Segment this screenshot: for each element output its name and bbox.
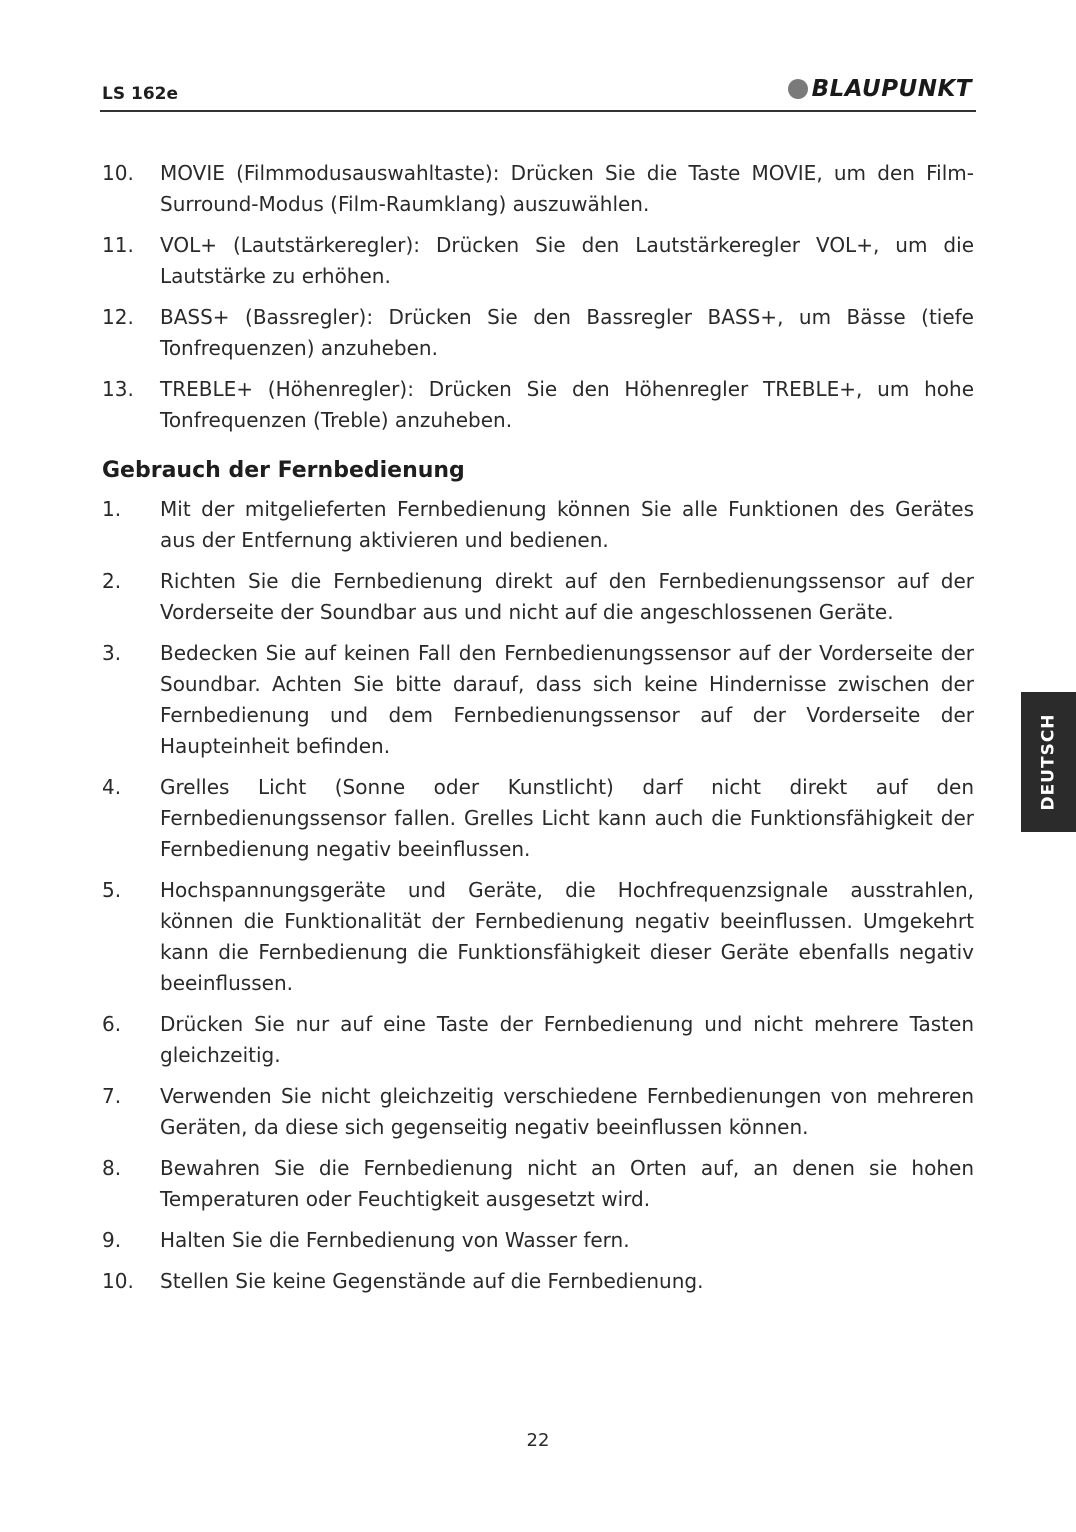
list-item bbox=[102, 772, 974, 865]
list-item bbox=[102, 1266, 974, 1297]
item-text: Richten Sie die Fernbedienung direkt auf den Fernbedienungssensor auf der Vorderseite der Soundbar aus und nicht auf die angeschlossenen Geräte. bbox=[160, 569, 974, 624]
page-header bbox=[100, 74, 976, 112]
list-item bbox=[102, 302, 974, 364]
brand-dot-icon bbox=[788, 79, 808, 99]
list-item bbox=[102, 158, 974, 220]
intro-list bbox=[102, 158, 974, 436]
item-text: Drücken Sie nur auf eine Taste der Fernbedienung und nicht mehrere Tasten gleichzeitig. bbox=[160, 1012, 974, 1067]
language-tab bbox=[1021, 692, 1076, 832]
item-number: 10. bbox=[102, 161, 134, 185]
list-item bbox=[102, 1225, 974, 1256]
model-name: LS 162e bbox=[102, 84, 179, 104]
item-number: 9. bbox=[102, 1228, 122, 1252]
page-content bbox=[102, 158, 974, 1307]
item-text: Hochspannungsgeräte und Geräte, die Hochfrequenzsignale ausstrahlen, können die Funktionalität der Fernbedienung negativ beeinflussen. Umgekehrt kann die Fernbedienung die Funktionsfähigkeit dieser Geräte ebenfalls negativ beeinflussen. bbox=[160, 878, 974, 995]
list-item bbox=[102, 1153, 974, 1215]
item-text: MOVIE (Filmmodusauswahltaste): Drücken Sie die Taste MOVIE, um den Film-Surround-Modus (Film-Raumklang) auszuwählen. bbox=[160, 161, 974, 216]
item-text: Bedecken Sie auf keinen Fall den Fernbedienungssensor auf der Vorderseite der Soundbar. Achten Sie bitte darauf, dass sich keine Hindernisse zwischen der Fernbedienung und dem Fernbedienungssensor auf der Vorderseite der Haupteinheit befinden. bbox=[160, 641, 974, 758]
remote-instructions-list bbox=[102, 494, 974, 1297]
brand-name: BLAUPUNKT bbox=[811, 76, 972, 102]
item-text: Stellen Sie keine Gegenstände auf die Fernbedienung. bbox=[160, 1269, 704, 1293]
list-item bbox=[102, 1009, 974, 1071]
item-number: 4. bbox=[102, 775, 122, 799]
list-item bbox=[102, 875, 974, 999]
item-number: 8. bbox=[102, 1156, 122, 1180]
item-number: 3. bbox=[102, 641, 122, 665]
item-number: 5. bbox=[102, 878, 122, 902]
list-item bbox=[102, 638, 974, 762]
list-item bbox=[102, 1081, 974, 1143]
item-text: Mit der mitgelieferten Fernbedienung können Sie alle Funktionen des Gerätes aus der Entfernung aktivieren und bedienen. bbox=[160, 497, 974, 552]
item-text: TREBLE+ (Höhenregler): Drücken Sie den Höhenregler TREBLE+, um hohe Tonfrequenzen (Treble) anzuheben. bbox=[160, 377, 974, 432]
item-number: 1. bbox=[102, 497, 122, 521]
item-number: 6. bbox=[102, 1012, 122, 1036]
item-number: 7. bbox=[102, 1084, 122, 1108]
item-text: BASS+ (Bassregler): Drücken Sie den Bassregler BASS+, um Bässe (tiefe Tonfrequenzen) anzuheben. bbox=[160, 305, 974, 360]
item-number: 11. bbox=[102, 233, 134, 257]
list-item bbox=[102, 566, 974, 628]
item-text: Grelles Licht (Sonne oder Kunstlicht) darf nicht direkt auf den Fernbedienungssensor fallen. Grelles Licht kann auch die Funktionsfähigkeit der Fernbedienung negativ beeinflussen. bbox=[160, 775, 974, 861]
item-number: 2. bbox=[102, 569, 122, 593]
brand-logo bbox=[788, 76, 972, 102]
list-item bbox=[102, 230, 974, 292]
list-item bbox=[102, 374, 974, 436]
item-number: 13. bbox=[102, 377, 134, 401]
item-text: Halten Sie die Fernbedienung von Wasser fern. bbox=[160, 1228, 630, 1252]
item-text: Verwenden Sie nicht gleichzeitig verschiedene Fernbedienungen von mehreren Geräten, da diese sich gegenseitig negativ beeinflussen können. bbox=[160, 1084, 974, 1139]
item-number: 12. bbox=[102, 305, 134, 329]
item-number: 10. bbox=[102, 1269, 134, 1293]
item-text: VOL+ (Lautstärkeregler): Drücken Sie den Lautstärkeregler VOL+, um die Lautstärke zu erhöhen. bbox=[160, 233, 974, 288]
list-item bbox=[102, 494, 974, 556]
language-label: DEUTSCH bbox=[1038, 713, 1059, 811]
section-heading: Gebrauch der Fernbedienung bbox=[102, 458, 465, 483]
page-number: 22 bbox=[526, 1430, 550, 1451]
item-text: Bewahren Sie die Fernbedienung nicht an Orten auf, an denen sie hohen Temperaturen oder Feuchtigkeit ausgesetzt wird. bbox=[160, 1156, 974, 1211]
